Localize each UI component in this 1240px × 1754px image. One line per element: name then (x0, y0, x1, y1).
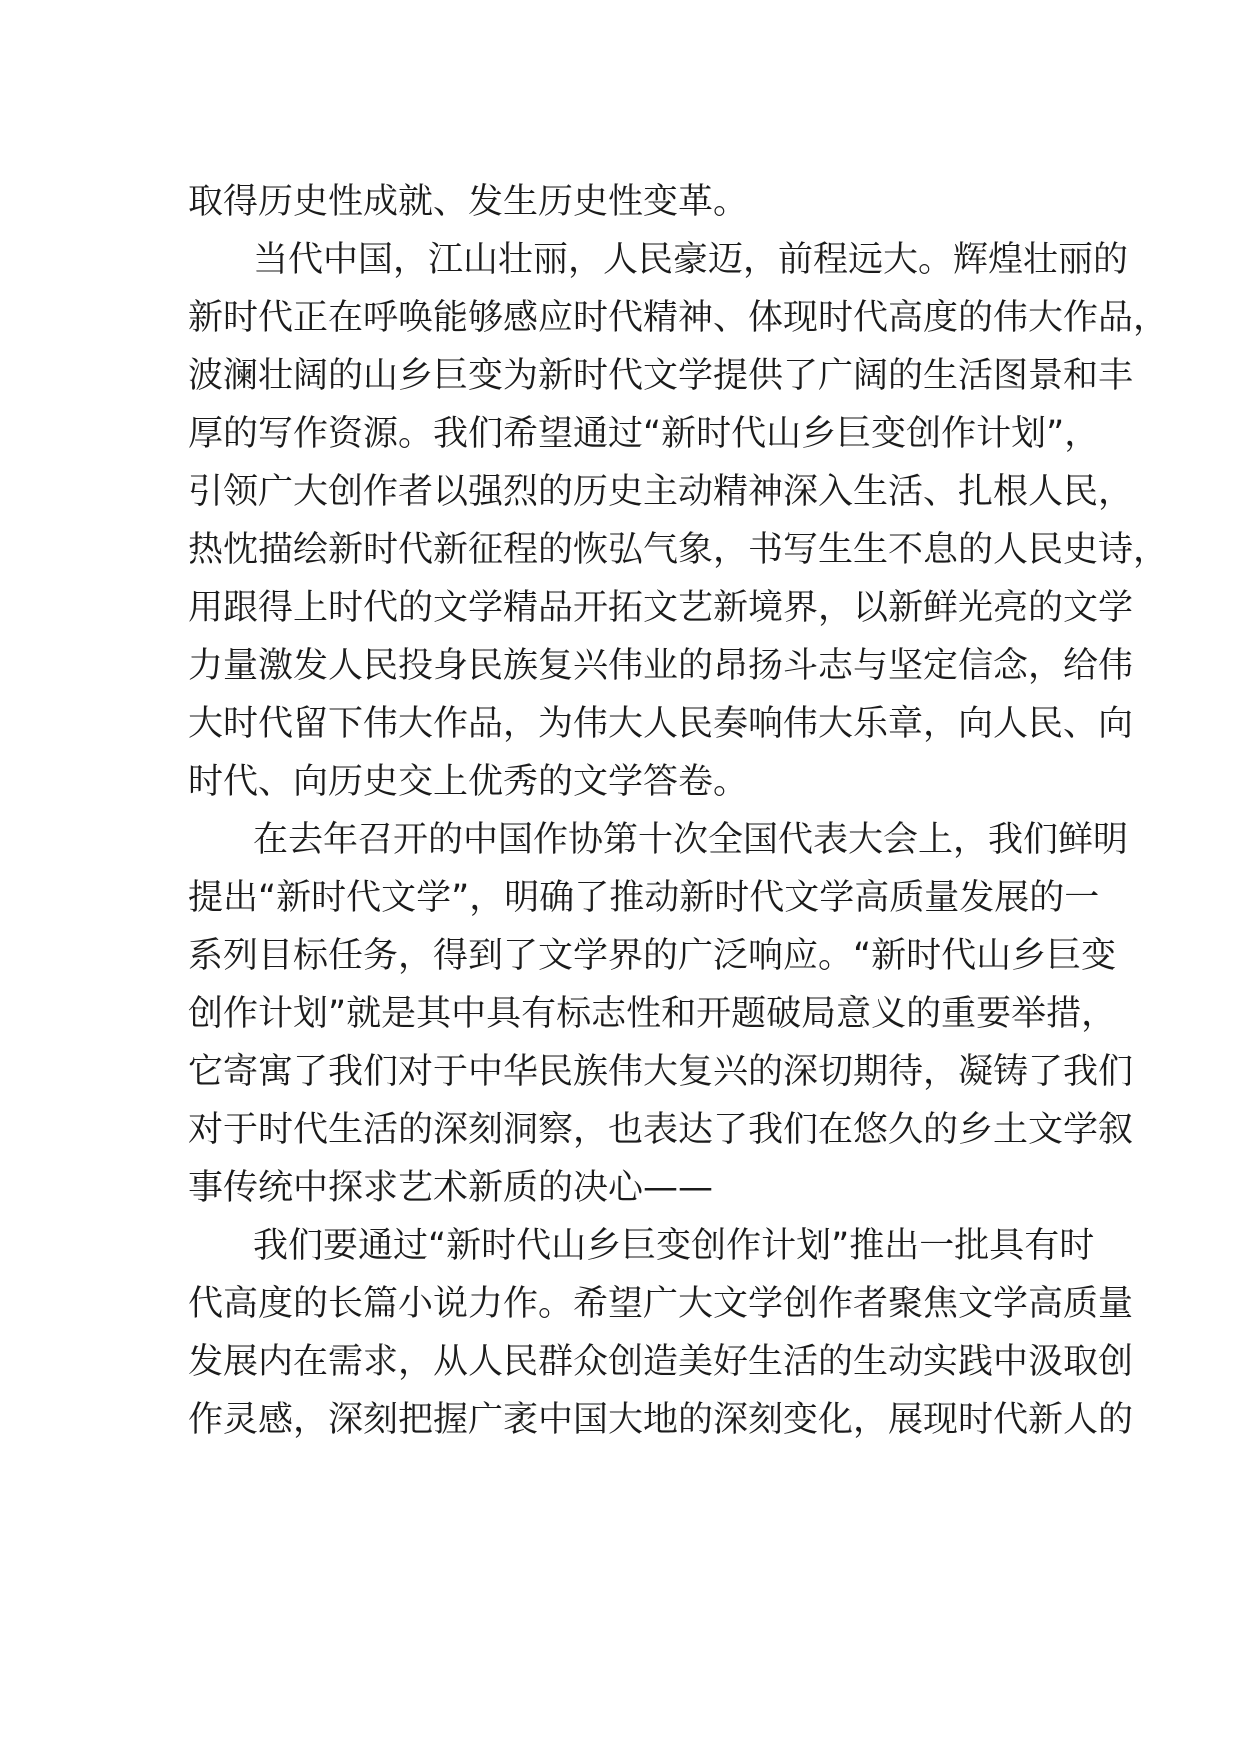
text-line: 时代、向历史交上优秀的文学答卷。 (188, 762, 749, 802)
text-line: 提出“新时代文学”，明确了推动新时代文学高质量发展的一 (188, 878, 1100, 918)
text-line: 厚的写作资源。我们希望通过“新时代山乡巨变创作计划”， (188, 414, 1100, 454)
text-line: 发展内在需求，从人民群众创造美好生活的生动实践中汲取创 (188, 1342, 1134, 1382)
text-line: 热忱描绘新时代新征程的恢弘气象，书写生生不息的人民史诗， (188, 530, 1169, 570)
paragraph-first-line: 当代中国，江山壮丽，人民豪迈，前程远大。辉煌壮丽的 (253, 240, 1129, 280)
text-line: 系列目标任务，得到了文学界的广泛响应。“新时代山乡巨变 (188, 936, 1117, 976)
text-line: 它寄寓了我们对于中华民族伟大复兴的深切期待，凝铸了我们 (188, 1052, 1134, 1092)
text-line: 力量激发人民投身民族复兴伟业的昂扬斗志与坚定信念，给伟 (188, 646, 1134, 686)
text-line: 大时代留下伟大作品，为伟大人民奏响伟大乐章，向人民、向 (188, 704, 1134, 744)
text-line: 创作计划”就是其中具有标志性和开题破局意义的重要举措， (188, 994, 1117, 1034)
paragraph-first-line: 我们要通过“新时代山乡巨变创作计划”推出一批具有时 (253, 1226, 1095, 1266)
text-line: 引领广大创作者以强烈的历史主动精神深入生活、扎根人民， (188, 472, 1134, 512)
text-line: 代高度的长篇小说力作。希望广大文学创作者聚焦文学高质量 (188, 1284, 1134, 1324)
text-line: 波澜壮阔的山乡巨变为新时代文学提供了广阔的生活图景和丰 (188, 356, 1134, 396)
paragraph-first-line: 在去年召开的中国作协第十次全国代表大会上，我们鲜明 (253, 820, 1129, 860)
text-line: 对于时代生活的深刻洞察，也表达了我们在悠久的乡土文学叙 (188, 1110, 1134, 1150)
text-line: 新时代正在呼唤能够感应时代精神、体现时代高度的伟大作品， (188, 298, 1169, 338)
text-line: 用跟得上时代的文学精品开拓文艺新境界，以新鲜光亮的文学 (188, 588, 1134, 628)
text-line: 取得历史性成就、发生历史性变革。 (188, 182, 749, 222)
text-line: 作灵感，深刻把握广袤中国大地的深刻变化，展现时代新人的 (188, 1400, 1134, 1440)
text-line: 事传统中探求艺术新质的决心—— (188, 1168, 714, 1208)
